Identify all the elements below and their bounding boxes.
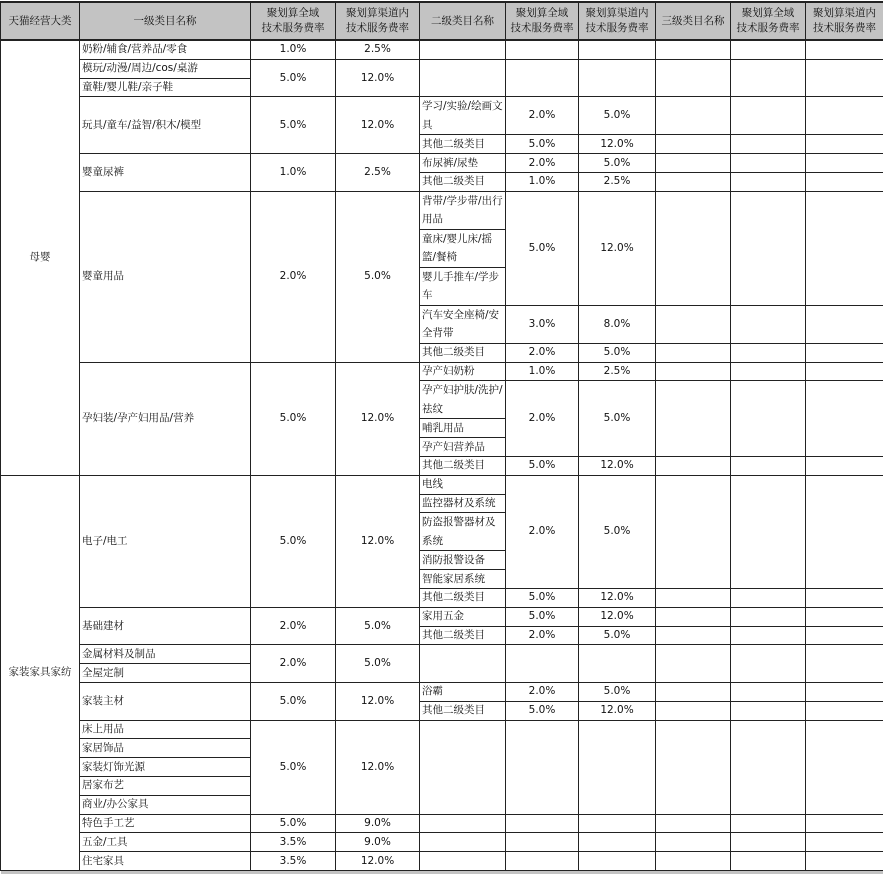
level3-rate-channel [806,362,883,381]
level3-rate-all [731,645,806,683]
table-row [1,833,883,852]
level1-name: 模玩/动漫/周边/cos/桌游 [80,59,251,78]
level1-rate-all: 5.0% [251,814,336,833]
level2-rate-all [506,40,579,59]
level3-rate-channel [806,475,883,588]
level3-name [656,588,731,607]
level3-name [656,305,731,343]
level2-name: 家用五金 [420,607,506,626]
column-header: 聚划算全域 技术服务费率 [731,2,806,40]
level3-name [656,154,731,173]
level3-rate-channel [806,40,883,59]
level3-name [656,814,731,833]
level3-rate-all [731,154,806,173]
level1-name: 住宅家具 [80,852,251,871]
level3-rate-channel [806,626,883,645]
level3-name [656,645,731,683]
level3-rate-all [731,172,806,191]
level2-name: 哺乳用品 [420,419,506,438]
level3-rate-all [731,456,806,475]
level2-rate-all [506,814,579,833]
table-row [1,645,883,664]
level2-name: 婴儿手推车/学步车 [420,267,506,305]
level1-rate-all: 5.0% [251,362,336,475]
level2-rate-channel: 5.0% [579,154,656,173]
level3-rate-all [731,305,806,343]
level2-rate-all: 5.0% [506,456,579,475]
level2-rate-channel: 12.0% [579,456,656,475]
level1-name: 五金/工具 [80,833,251,852]
level2-rate-all: 2.0% [506,381,579,457]
level3-rate-all [731,607,806,626]
level3-name [656,456,731,475]
level1-rate-channel: 5.0% [336,191,420,362]
level2-rate-channel: 12.0% [579,135,656,154]
level1-name: 孕妇装/孕产妇用品/营养 [80,362,251,475]
level2-name: 其他二级类目 [420,343,506,362]
table-body [1,40,883,874]
level3-rate-all [731,588,806,607]
level3-rate-all [731,343,806,362]
column-header: 聚划算全域 技术服务费率 [506,2,579,40]
level3-name [656,97,731,135]
level3-rate-channel [806,154,883,173]
level2-name: 其他二级类目 [420,626,506,645]
level2-name: 其他二级类目 [420,588,506,607]
level2-rate-all: 2.0% [506,343,579,362]
level1-name: 基础建材 [80,607,251,645]
level3-name [656,40,731,59]
level2-name: 其他二级类目 [420,456,506,475]
level2-name [420,852,506,871]
level2-rate-channel: 12.0% [579,701,656,720]
level2-rate-channel [579,645,656,683]
table-row [1,814,883,833]
level3-rate-channel [806,59,883,97]
level1-rate-channel: 12.0% [336,682,420,720]
table-row [1,607,883,626]
level1-rate-channel: 2.5% [336,154,420,192]
level2-name: 布尿裤/尿垫 [420,154,506,173]
level3-name [656,381,731,457]
level3-rate-all [731,852,806,871]
level2-name: 孕产妇护肤/洗护/祛纹 [420,381,506,419]
level2-name: 其他二级类目 [420,701,506,720]
table-row [1,154,883,173]
level1-rate-channel: 12.0% [336,720,420,814]
table-row [1,362,883,381]
level2-rate-channel [579,59,656,97]
level2-name: 消防报警设备 [420,551,506,570]
level3-rate-channel [806,701,883,720]
level3-name [656,475,731,588]
level3-rate-channel [806,588,883,607]
level2-rate-channel [579,814,656,833]
level1-name: 家装主材 [80,682,251,720]
level2-name [420,40,506,59]
table-row [1,40,883,59]
level1-rate-channel: 2.5% [336,40,420,59]
level2-rate-all [506,59,579,97]
level3-name [656,720,731,814]
level3-rate-channel [806,833,883,852]
level3-rate-all [731,720,806,814]
level1-rate-all: 5.0% [251,59,336,97]
level2-rate-channel: 5.0% [579,626,656,645]
level3-name [656,59,731,97]
level2-rate-all: 2.0% [506,682,579,701]
level2-rate-channel [579,833,656,852]
level2-rate-all [506,852,579,871]
level3-rate-all [731,475,806,588]
level3-name [656,191,731,305]
level2-rate-all: 5.0% [506,607,579,626]
level2-rate-channel [579,720,656,814]
level1-rate-all: 2.0% [251,645,336,683]
level1-rate-all: 5.0% [251,475,336,607]
level3-rate-all [731,135,806,154]
table-row [1,720,883,739]
level1-rate-all: 5.0% [251,720,336,814]
level2-name: 电线 [420,475,506,494]
table-row [1,475,883,494]
level1-rate-channel: 12.0% [336,362,420,475]
table-row [1,682,883,701]
level2-rate-all: 2.0% [506,475,579,588]
level2-rate-channel [579,40,656,59]
level3-rate-all [731,362,806,381]
level2-name: 童床/婴儿床/摇篮/餐椅 [420,229,506,267]
level2-rate-all [506,645,579,683]
level3-name [656,701,731,720]
level3-rate-all [731,40,806,59]
level2-name: 其他二级类目 [420,135,506,154]
level2-name [420,645,506,683]
level1-name: 童鞋/婴儿鞋/亲子鞋 [80,78,251,97]
level2-name: 其他二级类目 [420,172,506,191]
level1-rate-channel: 12.0% [336,59,420,97]
column-header: 三级类目名称 [656,2,731,40]
level3-name [656,626,731,645]
level2-name: 背带/学步带/出行用品 [420,191,506,229]
level1-name: 床上用品 [80,720,251,739]
level1-name: 特色手工艺 [80,814,251,833]
level1-name: 婴童用品 [80,191,251,362]
level3-rate-all [731,833,806,852]
category-group: 家装家具家纺 [1,475,80,870]
level1-name: 电子/电工 [80,475,251,607]
column-header: 聚划算渠道内 技术服务费率 [806,2,883,40]
level3-rate-channel [806,172,883,191]
level2-name: 学习/实验/绘画文具 [420,97,506,135]
level1-name: 婴童尿裤 [80,154,251,192]
level2-name: 防盗报警器材及系统 [420,513,506,551]
level2-rate-channel: 8.0% [579,305,656,343]
level2-rate-channel: 12.0% [579,607,656,626]
level2-name [420,720,506,814]
level2-rate-channel: 2.5% [579,362,656,381]
level1-name: 家居饰品 [80,739,251,758]
level1-rate-channel: 9.0% [336,814,420,833]
level3-rate-channel [806,607,883,626]
column-header: 聚划算全域 技术服务费率 [251,2,336,40]
level3-name [656,833,731,852]
level1-name: 奶粉/辅食/营养品/零食 [80,40,251,59]
level2-rate-all: 2.0% [506,154,579,173]
level1-rate-all: 1.0% [251,154,336,192]
level3-name [656,607,731,626]
level2-rate-all: 1.0% [506,362,579,381]
level2-rate-all: 1.0% [506,172,579,191]
level3-rate-channel [806,456,883,475]
table-row [1,852,883,871]
level1-rate-channel: 12.0% [336,97,420,154]
level3-rate-channel [806,645,883,683]
level2-name: 智能家居系统 [420,570,506,589]
level3-name [656,172,731,191]
level1-rate-all: 2.0% [251,191,336,362]
level3-name [656,343,731,362]
level2-rate-channel [579,852,656,871]
level3-rate-channel [806,682,883,701]
level3-rate-all [731,626,806,645]
level1-rate-channel: 12.0% [336,475,420,607]
level1-rate-all: 5.0% [251,682,336,720]
level2-rate-all: 2.0% [506,626,579,645]
level1-rate-all: 1.0% [251,40,336,59]
column-header: 一级类目名称 [80,2,251,40]
level3-rate-all [731,59,806,97]
level1-rate-all: 3.5% [251,852,336,871]
level2-rate-channel: 5.0% [579,381,656,457]
level3-rate-all [731,97,806,135]
level3-name [656,362,731,381]
header-row [1,2,883,40]
level1-name: 全屋定制 [80,664,251,683]
level2-rate-channel: 12.0% [579,191,656,305]
level3-rate-channel [806,814,883,833]
level3-rate-channel [806,305,883,343]
rate-table [0,1,883,874]
level3-rate-all [731,191,806,305]
level2-name [420,833,506,852]
level1-name: 家装灯饰光源 [80,758,251,777]
level3-rate-channel [806,97,883,135]
level1-rate-channel: 9.0% [336,833,420,852]
level1-name: 玩具/童车/益智/积木/模型 [80,97,251,154]
level1-name: 金属材料及制品 [80,645,251,664]
level2-rate-channel: 5.0% [579,343,656,362]
column-header: 二级类目名称 [420,2,506,40]
level2-rate-all: 5.0% [506,588,579,607]
level2-name: 汽车安全座椅/安全背带 [420,305,506,343]
level3-name [656,682,731,701]
level2-rate-all: 2.0% [506,97,579,135]
level2-name [420,59,506,97]
level2-name [420,814,506,833]
level2-name: 监控器材及系统 [420,494,506,513]
category-group: 母婴 [1,40,80,475]
level2-rate-all [506,720,579,814]
level2-rate-channel: 5.0% [579,475,656,588]
level3-rate-channel [806,191,883,305]
level2-name: 浴霸 [420,682,506,701]
level2-rate-channel: 5.0% [579,97,656,135]
column-header: 聚划算渠道内 技术服务费率 [579,2,656,40]
level3-rate-all [731,381,806,457]
level3-rate-all [731,701,806,720]
level1-rate-channel: 5.0% [336,607,420,645]
level3-name [656,852,731,871]
level2-rate-all: 3.0% [506,305,579,343]
level3-rate-channel [806,381,883,457]
level2-rate-channel: 2.5% [579,172,656,191]
level1-rate-all: 3.5% [251,833,336,852]
column-header: 天猫经营大类 [1,2,80,40]
level2-rate-channel: 5.0% [579,682,656,701]
level2-rate-all: 5.0% [506,701,579,720]
level1-rate-all: 5.0% [251,97,336,154]
level3-rate-all [731,682,806,701]
table-row [1,59,883,78]
level1-rate-all: 2.0% [251,607,336,645]
level2-name: 孕产妇奶粉 [420,362,506,381]
level1-rate-channel: 5.0% [336,645,420,683]
level3-rate-all [731,814,806,833]
level1-name: 商业/办公家具 [80,795,251,814]
level3-rate-channel [806,852,883,871]
level2-rate-all [506,833,579,852]
level3-rate-channel [806,343,883,362]
level3-rate-channel [806,720,883,814]
column-header: 聚划算渠道内 技术服务费率 [336,2,420,40]
level2-rate-all: 5.0% [506,135,579,154]
level2-rate-all: 5.0% [506,191,579,305]
level2-name: 孕产妇营养品 [420,438,506,457]
level3-name [656,135,731,154]
level3-rate-channel [806,135,883,154]
level2-rate-channel: 12.0% [579,588,656,607]
level1-name: 居家布艺 [80,776,251,795]
level1-rate-channel: 12.0% [336,852,420,871]
